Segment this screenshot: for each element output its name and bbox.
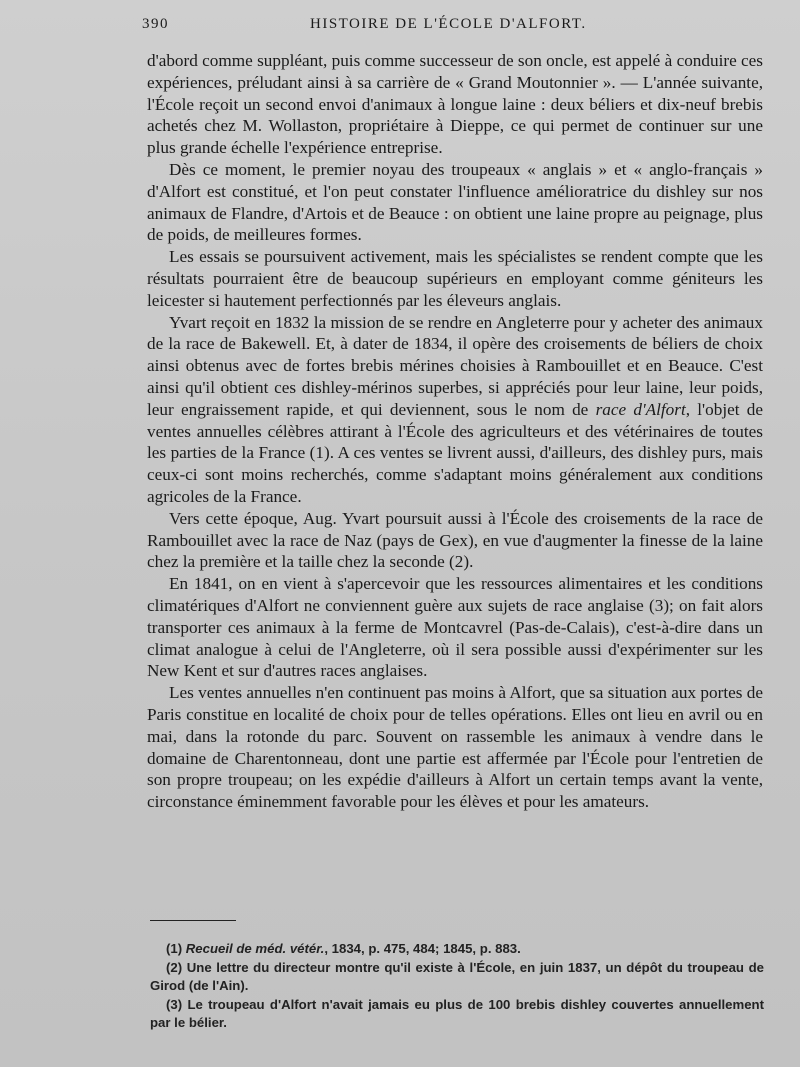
- paragraph-7: Les ventes annuelles n'en continuent pas moins à Alfort, que sa situation aux portes de Paris constitue en localité de choix pour de telles opérations. Elles ont lieu en avril ou en mai, dans la rotonde du parc. Souvent on rassemble les animaux à vendre dans le domaine de Charentonneau, dont une partie est affermée par l'École pour l'entretien de son propre troupeau; on les expédie d'ailleurs à Alfort un certain temps avant la vente, circonstance éminemment favorable pour les élèves et pour les amateurs.: [147, 683, 763, 812]
- page-number: 390: [142, 16, 169, 32]
- paragraph-1: d'abord comme suppléant, puis comme successeur de son oncle, est appelé à conduire ces expériences, préludant ainsi à sa carrière de « Grand Moutonnier ». — L'année suivante, l'École reçoit un second envoi d'animaux à longue laine : deux béliers et dix-neuf brebis achetés chez M. Wollaston, propriétaire à Dieppe, ce qui permet de continuer sur une plus grande échelle l'expérience entreprise.: [147, 51, 763, 158]
- paragraph-2: Dès ce moment, le premier noyau des troupeaux « anglais » et « anglo-français » d'Alfort est constitué, et l'on peut constater l'influence amélioratrice du dishley sur nos animaux de Flandre, d'Artois et de Beauce : on obtient une laine propre au peignage, plus de poids, de meilleures formes.: [147, 159, 763, 245]
- footnote-1: [150, 940, 764, 959]
- footnote-3: (3) Le troupeau d'Alfort n'avait jamais eu plus de 100 brebis dishley couvertes annuellement par le bélier.: [150, 996, 764, 1031]
- paragraph-3: Les essais se poursuivent activement, mais les spécialistes se rendent compte que les résultats pourraient être de beaucoup supérieurs en employant comme géniteurs les leicester si hautement perfectionnés par les éleveurs anglais.: [147, 247, 763, 310]
- footnotes: [150, 940, 764, 1033]
- paragraph-6: En 1841, on en vient à s'apercevoir que les ressources alimentaires et les conditions climatériques d'Alfort ne conviennent guère aux sujets de race anglaise (3); on fait alors transporter ces animaux à la ferme de Montcavrel (Pas-de-Calais), c'est-à-dire dans un climat analogue à celui de l'Angleterre, où il sera possible aussi d'expérimenter sur les New Kent et sur d'autres races anglaises.: [147, 574, 763, 681]
- main-text: [147, 50, 763, 813]
- paragraph-4-part-b: , l'objet de ventes annuelles célèbres attirant à l'École des agriculteurs et des vétérinaires de toutes les parties de la France (1). A ces ventes se livrent aussi, d'ailleurs, des dishley purs, mais ceux-ci sont moins recherchés, comme s'adaptant moins généralement aux conditions agricoles de la France.: [147, 399, 763, 506]
- footnote-2: (2) Une lettre du directeur montre qu'il existe à l'École, en juin 1837, un dépôt du troupeau de Girod (de l'Ain).: [150, 959, 764, 994]
- footnote-1-text: , 1834, p. 475, 484; 1845, p. 883.: [324, 941, 521, 956]
- paragraph-4: [147, 312, 763, 508]
- paragraph-5: Vers cette époque, Aug. Yvart poursuit aussi à l'École des croisements de la race de Rambouillet avec la race de Naz (pays de Gex), en vue d'augmenter la finesse de la laine chez la première et la taille chez la seconde (2).: [147, 508, 763, 572]
- paragraph-4-part-a: Yvart reçoit en 1832 la mission de se rendre en Angleterre pour y acheter des animaux de la race de Bakewell. Et, à dater de 1834, il opère des croisements de béliers de choix ainsi obtenus avec de fortes brebis mérines choisies à Rambouillet et en Beauce. C'est ainsi qu'il obtient ces dishley-mérinos superbes, si appréciés pour leur laine, leur poids, leur engraissement rapide, et qui deviennent, sous le nom de: [147, 312, 763, 419]
- race-dalfort-term: race d'Alfort: [595, 399, 686, 419]
- footnote-1-mark: (1): [166, 941, 186, 956]
- footnote-1-source: Recueil de méd. vétér.: [185, 941, 325, 956]
- running-title: HISTOIRE DE L'ÉCOLE D'ALFORT.: [310, 16, 587, 32]
- footnote-separator: [150, 920, 236, 921]
